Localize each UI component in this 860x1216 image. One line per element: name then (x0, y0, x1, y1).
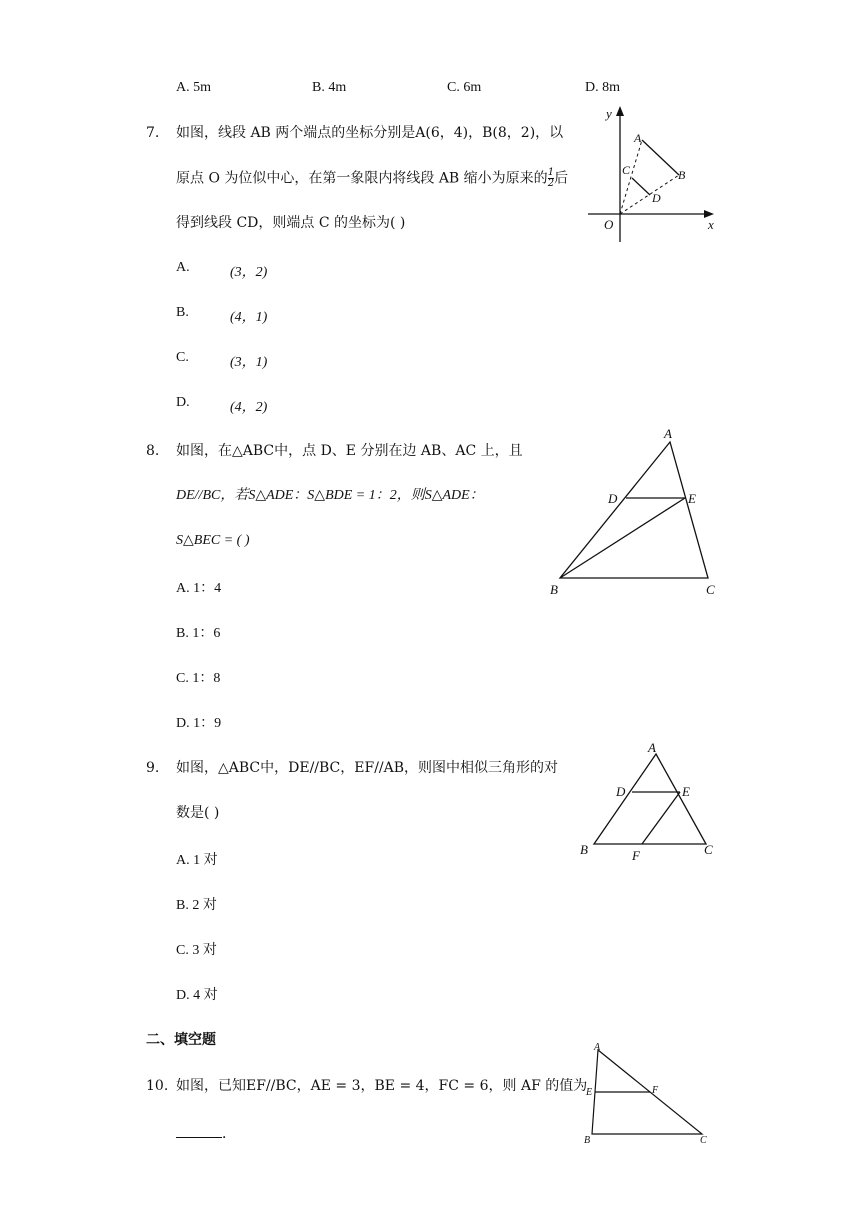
q10-label-c: C (700, 1135, 707, 1146)
q9-option-b: B. 2 对 (176, 898, 217, 913)
q7-label-o: O (604, 217, 614, 232)
q7-option-d-value: (4，2) (230, 400, 268, 415)
q7-line2-b: 后 (554, 170, 569, 187)
q9-segment-ef (642, 792, 680, 844)
q9-number: 9. (146, 760, 160, 776)
q9-label-f: F (632, 848, 640, 863)
q8-label-a: A (664, 426, 672, 441)
q9-line2: 数是( ) (176, 805, 220, 821)
q7-option-a-letter: A. (176, 260, 190, 275)
q8-segment-be (560, 498, 685, 578)
q7-label-a: A (634, 131, 642, 145)
q9-option-c: C. 3 对 (176, 943, 217, 958)
q9-label-b: B (580, 842, 588, 857)
q10-label-a: A (594, 1042, 601, 1053)
q7-option-d-letter: D. (176, 395, 190, 410)
q7-frac-den: 2 (547, 178, 555, 189)
q7-label-c: C (622, 163, 631, 177)
q7-figure (586, 104, 720, 246)
q7-label-b: B (678, 168, 686, 182)
q7-line2 (176, 168, 568, 189)
q7-option-b-value: (4，1) (230, 310, 268, 325)
q7-y-arrow (616, 106, 624, 116)
q10-label-f: F (652, 1085, 659, 1096)
q7-segment-ab (642, 140, 679, 175)
q7-line3: 得到线段 CD，则端点 C 的坐标为( ) (176, 215, 406, 231)
q10-figure (582, 1042, 712, 1146)
q7-option-b-letter: B. (176, 305, 189, 320)
q9-option-d: D. 4 对 (176, 988, 218, 1003)
q8-option-a: A. 1：4 (176, 581, 222, 596)
q7-line1: 如图，线段 AB 两个端点的坐标分别是A(6，4)，B(8，2)，以 (176, 125, 564, 141)
q9-label-c: C (704, 842, 713, 857)
q7-label-y: y (606, 106, 612, 121)
q7-option-a-value: (3，2) (230, 265, 268, 280)
q7-ray-oa (620, 140, 642, 214)
q9-label-d: D (616, 784, 626, 799)
q10-label-e: E (586, 1087, 593, 1098)
q7-number: 7. (146, 125, 160, 141)
q10-label-b: B (584, 1135, 591, 1146)
q6-option-c: C. 6m (447, 80, 482, 95)
q6-option-b: B. 4m (312, 80, 347, 95)
q8-label-e: E (688, 491, 696, 506)
q9-option-a: A. 1 对 (176, 853, 218, 868)
q8-label-b: B (550, 582, 558, 597)
q8-number: 8. (146, 443, 160, 459)
q10-line2 (176, 1123, 236, 1143)
q8-line2: DE//BC，若S△ADE：S△BDE = 1：2，则S△ADE： (176, 488, 484, 503)
q7-option-c-letter: C. (176, 350, 189, 365)
q7-segment-cd (632, 178, 650, 195)
q8-option-b: B. 1：6 (176, 626, 221, 641)
q7-line2-a: 原点 O 为位似中心，在第一象限内将线段 AB 缩小为原来的 (176, 170, 548, 187)
q9-figure (576, 740, 724, 864)
q8-label-d: D (608, 491, 618, 506)
q8-line3: S△BEC = ( ) (176, 533, 250, 548)
q8-label-c: C (706, 582, 715, 597)
q9-triangle-abc (594, 754, 706, 844)
q8-figure (546, 424, 724, 600)
q10-line2-tail: ． (222, 1126, 236, 1142)
q7-label-d: D (652, 191, 661, 205)
q9-label-e: E (682, 784, 690, 799)
q7-option-c-value: (3，1) (230, 355, 268, 370)
q10-number: 10. (146, 1078, 169, 1094)
q7-label-x: x (708, 217, 714, 232)
q10-line1: 如图，已知EF//BC，AE = 3，BE = 4，FC = 6，则 AF 的值为 (176, 1078, 588, 1094)
section-title-fill-in: 二、填空题 (146, 1032, 216, 1048)
q8-line1: 如图，在△ABC中，点 D、E 分别在边 AB、AC 上，且 (176, 443, 523, 459)
q9-line1: 如图，△ABC中，DE//BC，EF//AB，则图中相似三角形的对 (176, 760, 559, 776)
q8-option-d: D. 1：9 (176, 716, 222, 731)
q7-frac-num: 1 (547, 167, 555, 178)
q10-answer-blank[interactable] (176, 1123, 222, 1138)
q9-label-a: A (648, 740, 656, 755)
q6-option-a: A. 5m (176, 80, 211, 95)
q8-option-c: C. 1：8 (176, 671, 221, 686)
q6-option-d: D. 8m (585, 80, 620, 95)
q8-triangle-abc (560, 442, 708, 578)
